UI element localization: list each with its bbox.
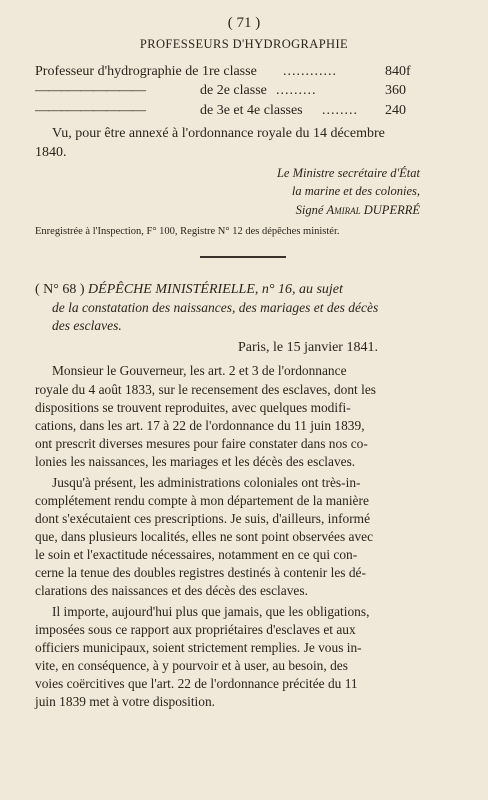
section-rule [200,256,286,258]
paragraph-line: dispositions se trouvent reproduites, avec quelques modifi- [35,400,351,415]
depeche-subtitle-line: des esclaves. [52,318,122,333]
paragraph-line: ont prescrit diverses mesures pour faire constater dans nos co- [35,436,368,451]
paragraph-line: cations, dans les art. 17 à 22 de l'ordonnance du 11 juin 1839, [35,418,365,433]
paragraph-line: dont s'exécutaient ces prescriptions. Je suis, d'ailleurs, informé [35,511,371,526]
depeche-date: Paris, le 15 janvier 1841. [238,340,378,355]
paragraph-line: cerne la tenue des doubles registres destinés à contenir les dé- [35,565,366,580]
salary-row-leader: ......... [276,83,317,98]
paragraph-line: voies coërcitives que l'art. 22 de l'ordonnance précitée du 11 [35,676,358,691]
signature-line: Le Ministre secrétaire d'État [276,166,420,180]
salary-row-amount: 240 [385,103,406,118]
depeche-subtitle: , n° 16, au sujet [254,282,343,297]
depeche-heading [35,282,343,298]
paragraph-line: complétement rendu compte à mon département de la manière [35,493,369,508]
signature-line: la marine et des colonies, [291,184,420,198]
paragraph-line: royale du 4 août 1833, sur le recensement des esclaves, dont les [35,382,376,397]
paragraph-line: que, dans plusieurs localités, elles ne sont point observées avec [35,529,374,544]
paragraph-line: le soin et l'exactitude nécessaires, notamment en ce qui con- [35,547,358,562]
salary-row-dashes: ——–—————— [35,83,145,98]
salary-row-leader: ............ [283,64,337,79]
signed-prefix: Signé [295,203,324,217]
depeche-number: ( N° 68 ) [35,282,85,297]
paragraph-line: clarations des naissances et des décès des esclaves. [35,583,308,598]
paragraph-line: Il importe, aujourd'hui plus que jamais, que les obligations, [52,604,370,619]
salary-row-dashes: ——–—————— [35,103,145,118]
salary-row-label: de 3e et 4e classes [200,103,303,118]
section-heading: PROFESSEURS D'HYDROGRAPHIE [139,37,349,51]
paragraph-line: Jusqu'à présent, les administrations coloniales ont très-in- [52,475,361,490]
registration-line: Enregistrée à l'Inspection, F° 100, Registre N° 12 des dépêches ministér. [35,226,340,237]
salary-row-amount: 360 [385,83,406,98]
paragraph-line: lonies les naissances, les mariages et les décès des esclaves. [35,454,356,469]
paragraph-line: juin 1839 met à votre disposition. [35,694,216,709]
paragraph-line: vite, en conséquence, à y pourvoir et à user, au besoin, des [35,658,348,673]
salary-row-label: Professeur d'hydrographie de 1re classe [35,64,257,79]
vu-line: Vu, pour être annexé à l'ordonnance royale du 14 décembre [52,126,385,141]
paragraph-line: Monsieur le Gouverneur, les art. 2 et 3 de l'ordonnance [52,363,347,378]
paragraph-line: imposées sous ce rapport aux propriétaires d'esclaves et aux [35,622,356,637]
page-number: ( 71 ) [227,15,261,31]
signature-signed [200,203,420,218]
depeche-subtitle-line: de la constatation des naissances, des mariages et des décès [52,300,379,315]
vu-line: 1840. [35,145,67,160]
salary-row-leader: ........ [322,103,358,118]
salary-row-label: de 2e classe [200,83,267,98]
signed-name: Amiral DUPERRÉ [326,203,420,217]
depeche-title: DÉPÊCHE MINISTÉRIELLE [88,282,255,297]
paragraph-line: officiers municipaux, soient strictement remplies. Je vous in- [35,640,362,655]
salary-row-amount: 840f [385,64,411,79]
